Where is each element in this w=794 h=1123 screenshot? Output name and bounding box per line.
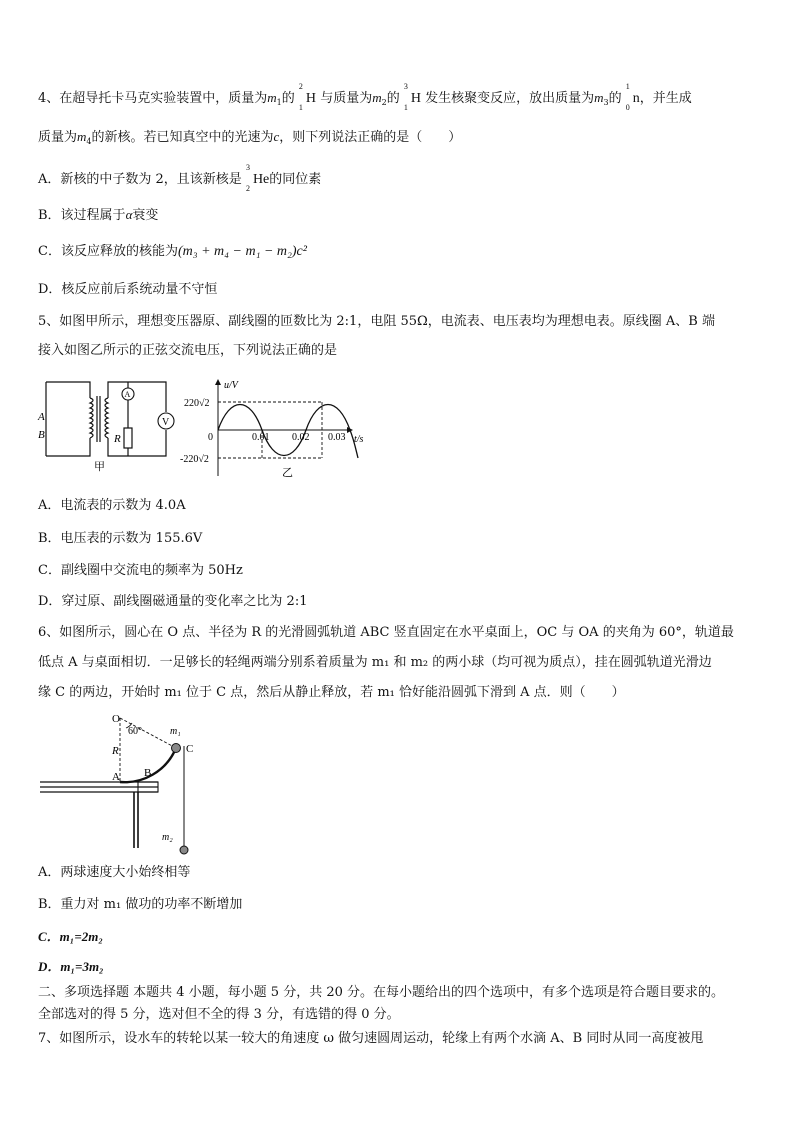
q6-stem-line2: 低点 A 与桌面相切．一足够长的轻绳两端分别系着质量为 m₁ 和 m₂ 的两小球（均可视为质点），挂在圆弧轨道光滑边 xyxy=(38,655,712,670)
y-max-label: 220√2 xyxy=(184,398,210,409)
q4-option-b: B．该过程属于α衰变 xyxy=(38,207,159,223)
q4-option-a: A．新核的中子数为 2，且该新核是 3 2 He的同位素 xyxy=(38,163,322,193)
y-min-label: -220√2 xyxy=(180,454,209,465)
deuterium-symbol: 2 1 H xyxy=(298,82,317,112)
circular-track-figure xyxy=(38,710,218,860)
q6-option-a: A．两球速度大小始终相等 xyxy=(38,865,191,880)
tick-label: 0.03 xyxy=(328,432,346,443)
ball-m2 xyxy=(180,846,188,854)
point-c-label: C xyxy=(186,743,194,755)
neutron-symbol: 1 0 n xyxy=(625,82,640,112)
q5-option-d: D．穿过原、副线圈磁通量的变化率之比为 2:1 xyxy=(38,594,308,609)
x-axis-label: t/s xyxy=(354,434,364,445)
y-axis-label: u/V xyxy=(224,380,238,391)
q5-stem-line2: 接入如图乙所示的正弦交流电压，下列说法正确的是 xyxy=(38,343,338,358)
q5-option-a: A．电流表的示数为 4.0A xyxy=(38,498,186,513)
m1-label: m₁ xyxy=(170,726,181,737)
point-o-label: O xyxy=(112,713,120,725)
tritium-symbol: 3 1 H xyxy=(403,82,421,112)
q4-option-c: C．该反应释放的核能为(m₃ + m₄ − m₁ − m₂)c² xyxy=(38,244,307,259)
origin-label: 0 xyxy=(208,432,213,443)
section2-instructions-line2: 全部选对的得 5 分，选对但不全的得 3 分，有选错的得 0 分。 xyxy=(38,1007,400,1022)
section2-instructions-line1: 二、多项选择题 本题共 4 小题，每小题 5 分，共 20 分。在每小题给出的四个选项中，有多个选项是符合题目要求的。 xyxy=(38,985,725,1000)
q6-option-b: B．重力对 m₁ 做功的功率不断增加 xyxy=(38,897,243,912)
terminal-a-label: A xyxy=(38,411,45,423)
q6-option-c: C．m₁=2m₂ xyxy=(38,929,103,944)
ammeter-label: A xyxy=(124,390,131,399)
transformer-circuit-figure xyxy=(36,376,184,472)
q5-option-b: B．电压表的示数为 155.6V xyxy=(38,531,203,546)
q6-stem-line1: 6、如图所示，圆心在 O 点、半径为 R 的光滑圆弧轨道 ABC 竖直固定在水平桌面上，OC 与 OA 的夹角为 60°，轨道最 xyxy=(38,625,734,640)
tick-label: 0.02 xyxy=(292,432,310,443)
tick-label: 0.01 xyxy=(252,432,270,443)
angle-label: 60° xyxy=(128,726,142,737)
point-a-label: A xyxy=(112,771,120,783)
q6-stem-line3: 缘 C 的两边，开始时 m₁ 位于 C 点，然后从静止释放，若 m₁ 恰好能沿圆弧下滑到 A 点．则（ ） xyxy=(38,685,625,700)
ball-m1 xyxy=(172,744,181,753)
figure-yi-caption: 乙 xyxy=(282,467,293,479)
q5-option-c: C．副线圈中交流电的频率为 50Hz xyxy=(38,563,243,578)
q4-stem-line2: 质量为$m_4$的新核。若已知真空中的光速为c，则下列说法正确的是（ ） xyxy=(38,129,462,146)
q4-stem-line1: 4、在超导托卡马克实验装置中，质量为$m_1$的 2 1 H 与质量为$m_2$的 3 1 H 发生核聚变反应，放出质量为$m_3$的 1 0 n，并生成 xyxy=(38,82,692,112)
q4-option-d: D．核反应前后系统动量不守恒 xyxy=(38,282,218,297)
terminal-b-label: B xyxy=(38,429,45,441)
q6-option-d: D．m₁=3m₂ xyxy=(38,959,104,974)
q7-stem-line1: 7、如图所示，设水车的转轮以某一较大的角速度 ω 做匀速圆周运动，轮缘上有两个水滴 A、B 同时从同一高度被甩 xyxy=(38,1031,704,1046)
radius-label: R xyxy=(112,745,119,757)
resistor-label: R xyxy=(114,433,121,445)
voltage-waveform-figure xyxy=(180,376,380,480)
voltmeter-label: V xyxy=(162,417,170,428)
point-b-label: B xyxy=(144,767,152,779)
m2-label: m₂ xyxy=(162,832,173,843)
q5-stem-line1: 5、如图甲所示，理想变压器原、副线圈的匝数比为 2:1，电阻 55Ω，电流表、电压表均为理想电表。原线圈 A、B 端 xyxy=(38,314,715,329)
helium3-symbol: 3 2 He xyxy=(245,163,270,193)
figure-jia-caption: 甲 xyxy=(94,461,105,472)
